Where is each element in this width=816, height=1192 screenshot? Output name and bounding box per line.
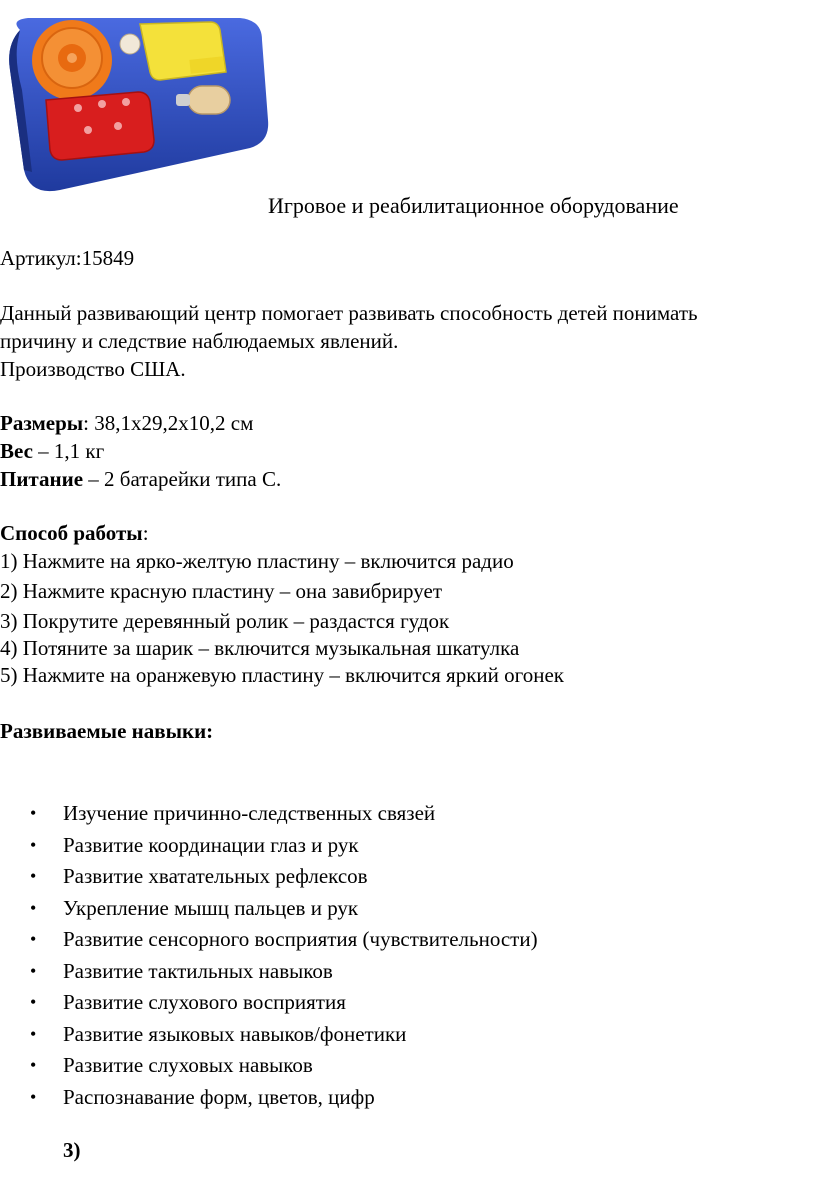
list-item (0, 800, 538, 832)
list-item (0, 926, 538, 958)
skills-title: Развиваемые навыки: (0, 719, 214, 743)
list-item (0, 832, 538, 864)
method-step: 4) Потяните за шарик – включится музыкальная шкатулка (0, 636, 520, 660)
product-photo (0, 0, 275, 195)
skill-text: Развитие координации глаз и рук (63, 832, 359, 857)
pull-ball (120, 34, 140, 54)
method-step: 2) Нажмите красную пластину – она завибрирует (0, 579, 442, 603)
description-line-3: Производство США. (0, 357, 186, 381)
spec-size (0, 410, 253, 436)
spec-weight (0, 438, 104, 464)
spec-size-label: Размеры (0, 411, 84, 435)
list-item (0, 989, 538, 1021)
spec-size-value: : 38,1x29,2x10,2 см (83, 411, 254, 435)
description-line-2: причину и следствие наблюдаемых явлений. (0, 329, 399, 353)
skill-text: Развитие языковых навыков/фонетики (63, 1021, 407, 1046)
skill-text: Изучение причинно-следственных связей (63, 801, 436, 825)
wood-roller (188, 86, 230, 114)
spec-weight-value: – 1,1 кг (32, 439, 105, 463)
page-number: 3) (63, 1138, 81, 1162)
article-number: Артикул:15849 (0, 246, 135, 270)
skill-text: Развитие тактильных навыков (63, 958, 333, 983)
bullet-icon: • (30, 992, 37, 1012)
bullet-icon: • (30, 1055, 37, 1075)
description-line-1: Данный развивающий центр помогает развивать способность детей понимать (0, 301, 698, 325)
page-heading: Игровое и реабилитационное оборудование (268, 193, 679, 218)
skill-text: Развитие слуховых навыков (63, 1053, 313, 1077)
list-item (0, 895, 538, 927)
bullet-icon: • (30, 834, 37, 855)
list-item (0, 958, 538, 990)
method-title-text: Способ работы (0, 521, 143, 545)
list-item (0, 1021, 538, 1053)
method-step: 1) Нажмите на ярко-желтую пластину – включится радио (0, 549, 514, 573)
bullet-icon: • (30, 803, 37, 823)
skill-text: Развитие сенсорного восприятия (чувствительности) (63, 927, 538, 951)
list-item (0, 1084, 538, 1116)
bullet-icon: • (30, 866, 37, 886)
skills-list (0, 800, 538, 1115)
skill-text: Развитие хватательных рефлексов (63, 864, 368, 888)
skill-text: Развитие слухового восприятия (63, 990, 346, 1014)
method-title (0, 520, 149, 546)
spec-weight-label: Вес (0, 439, 33, 463)
bullet-icon: • (30, 897, 37, 918)
bullet-icon: • (30, 1023, 37, 1044)
method-step: 5) Нажмите на оранжевую пластину – включится яркий огонек (0, 663, 564, 687)
skill-text: Распознавание форм, цветов, цифр (63, 1084, 375, 1109)
bullet-icon: • (30, 960, 37, 981)
spec-power-label: Питание (0, 467, 84, 491)
spec-power (0, 466, 281, 492)
method-title-suffix: : (142, 521, 149, 545)
method-step: 3) Покрутите деревянный ролик – раздастся гудок (0, 609, 450, 633)
list-item (0, 863, 538, 895)
skill-text: Укрепление мышц пальцев и рук (63, 895, 359, 920)
list-item (0, 1052, 538, 1084)
bullet-icon: • (30, 1086, 37, 1107)
spec-power-value: – 2 батарейки типа С. (83, 467, 282, 491)
bullet-icon: • (30, 929, 37, 949)
